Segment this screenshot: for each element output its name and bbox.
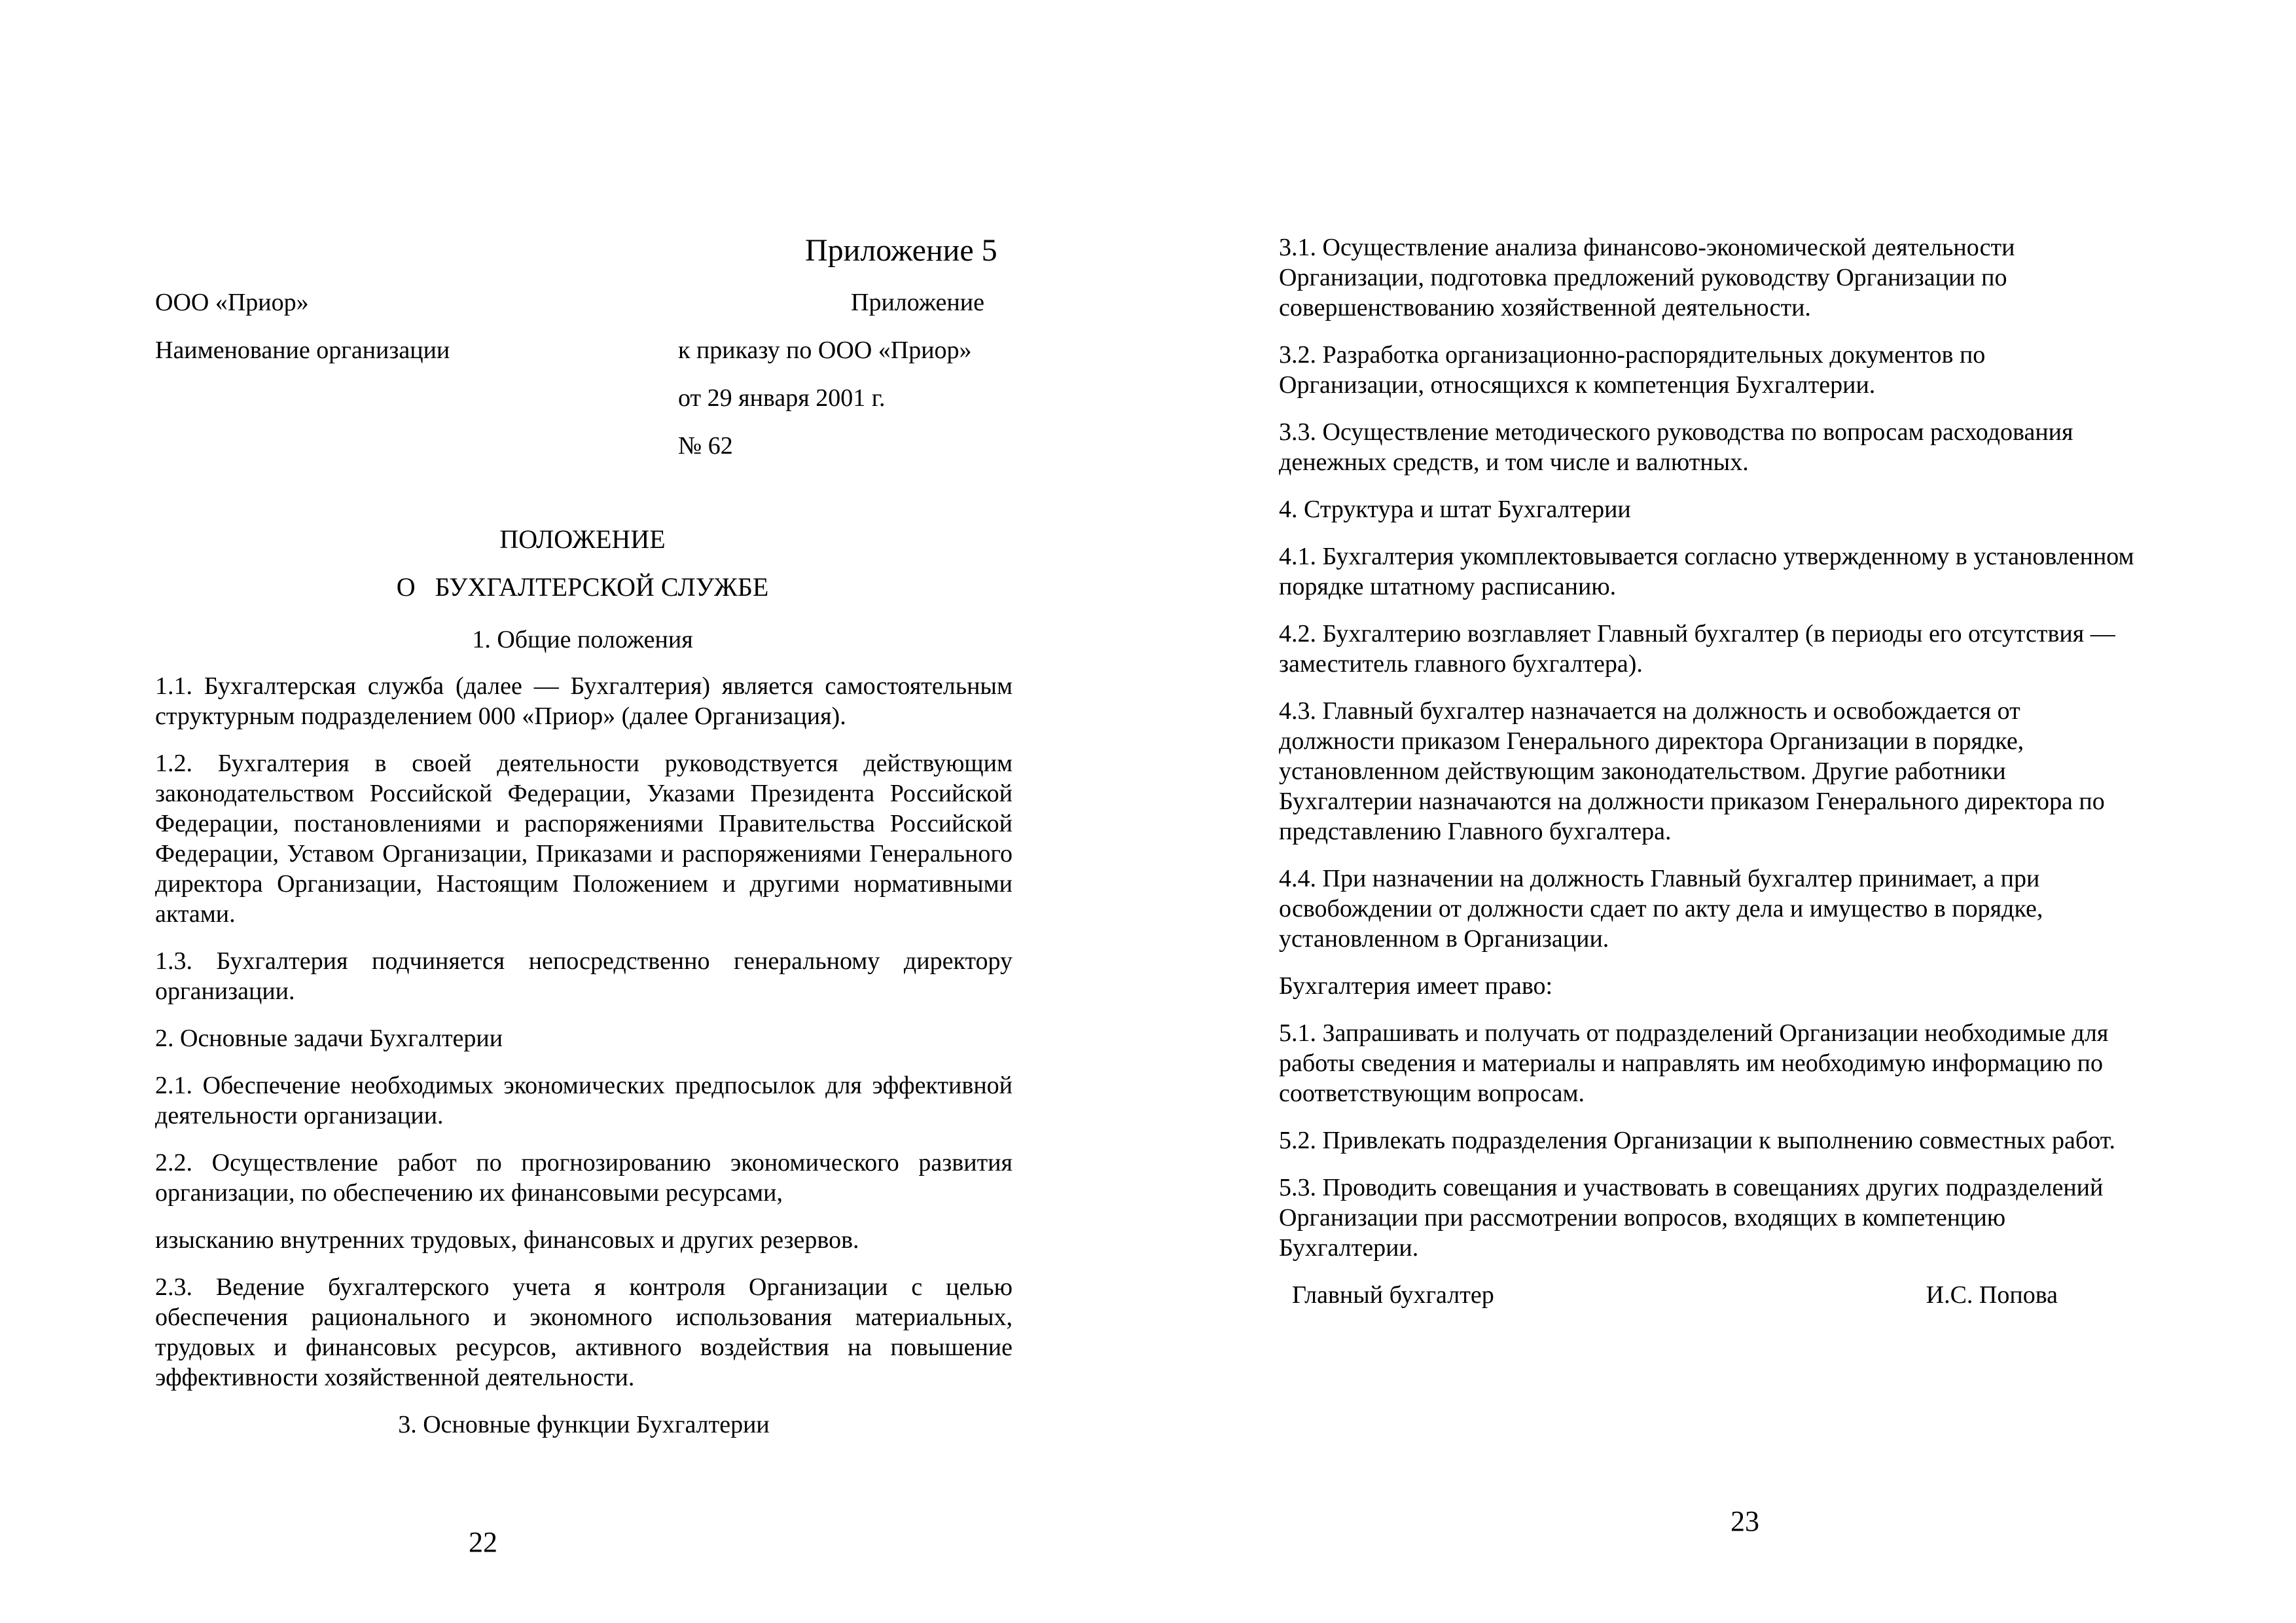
paragraph-1-3: 1.3. Бухгалтерия подчиняется непосредственно генеральному директору организации. <box>155 947 1013 1005</box>
paragraph-3-1: 3.1. Осуществление анализа финансово-экономической деятельности Организации, подготовка предложений руководству Организации по совершенствованию хозяйственной деятельности. <box>1279 234 2015 321</box>
paragraph-5-1: 5.1. Запрашивать и получать от подразделений Организации необходимые для работы сведения и материалы и направлять им необходимую информацию по соответствующим вопросам. <box>1279 1019 2109 1107</box>
document-title: ПОЛОЖЕНИЕ <box>499 524 666 554</box>
paragraph-1-1: 1.1. Бухгалтерская служба (далее — Бухгалтерия) является самостоятельным структурным подразделением 000 «Приор» (далее Организация). <box>155 672 1013 730</box>
section-heading: 4. Структура и штат Бухгалтерии <box>1279 496 1631 523</box>
paragraph-5-3: 5.3. Проводить совещания и участвовать в совещаниях других подразделений Организации при рассмотрении вопросов, входящих в компетенцию Бухгалтерии. <box>1279 1174 2104 1262</box>
annex-number: № 62 <box>678 432 733 460</box>
signature-name: И.С. Попова <box>1926 1281 2058 1309</box>
right-body <box>1279 232 2136 1310</box>
organization-label: Наименование организации <box>155 337 450 364</box>
document-subtitle: О БУХГАЛТЕРСКОЙ СЛУЖБЕ <box>396 572 769 602</box>
paragraph-4-4: 4.4. При назначении на должность Главный бухгалтер принимает, а при освобождении от должности сдает по акту дела и имущество в порядке, установленном в Организации. <box>1279 865 2043 953</box>
paragraph-5-2: 5.2. Привлекать подразделения Организации к выполнению совместных работ. <box>1279 1127 2115 1154</box>
paragraph-2-2: 2.2. Осуществление работ по прогнозированию экономического развития организации, по обеспечению их финансовыми ресурсами, <box>155 1149 1013 1207</box>
paragraph-3-3: 3.3. Осуществление методического руководства по вопросам расходования денежных средств, и том числе и валютных. <box>1279 418 2073 476</box>
page-number: 22 <box>469 1526 497 1558</box>
signature-title: Главный бухгалтер <box>1292 1281 1494 1309</box>
section-heading: 3. Основные функции Бухгалтерии <box>398 1411 770 1438</box>
paragraph-1-2: 1.2. Бухгалтерия в своей деятельности руководствуется действующим законодательством Российской Федерации, Указами Президента Российской Федерации, постановлениями и распоряжениями Правительства Российской Федерации, Уставом Организации, Приказами и распоряжениями Генерального директора Организации, Настоящим Положением и другими нормативными актами. <box>155 750 1013 928</box>
appendix-number: Приложение 5 <box>805 233 997 268</box>
section-heading: 1. Общие положения <box>472 626 693 653</box>
section-heading: 2. Основные задачи Бухгалтерии <box>155 1025 503 1052</box>
paragraph-3-2: 3.2. Разработка организационно-распорядительных документов по Организации, относящихся к компетенция Бухгалтерии. <box>1279 341 1986 399</box>
paragraph-4-2: 4.2. Бухгалтерию возглавляет Главный бухгалтер (в периоды его отсутствия — заместитель главного бухгалтера). <box>1279 620 2115 678</box>
paragraph-2-2-continued: изысканию внутренних трудовых, финансовых и других резервов. <box>155 1226 859 1254</box>
annex-order: к приказу по ООО «Приор» <box>678 337 972 364</box>
page-number: 23 <box>1731 1505 1759 1537</box>
paragraph-4-1: 4.1. Бухгалтерия укомплектовывается согласно утвержденному в установленном порядке штатному расписанию. <box>1279 543 2134 600</box>
left-body <box>155 671 1013 1457</box>
rights-heading: Бухгалтерия имеет право: <box>1279 972 1553 1000</box>
annex-date: от 29 января 2001 г. <box>678 384 886 412</box>
organization-name: ООО «Приор» <box>155 289 309 316</box>
annex-title: Приложение <box>851 289 984 316</box>
paragraph-2-1: 2.1. Обеспечение необходимых экономических предпосылок для эффективной деятельности организации. <box>155 1072 1013 1129</box>
paragraph-4-3: 4.3. Главный бухгалтер назначается на должность и освобождается от должности приказом Генерального директора Организации в порядке, установленном действующим законодательством. Другие работники Бухгалтерии назначаются на должности приказом Генерального директора по представлению Главного бухгалтера. <box>1279 697 2105 845</box>
signature-block <box>1279 1280 2136 1310</box>
right-page <box>1148 0 2296 1623</box>
paragraph-2-3: 2.3. Ведение бухгалтерского учета я контроля Организации с целью обеспечения рационального и экономного использования материальных, трудовых и финансовых ресурсов, активного воздействия на повышение эффективности хозяйственной деятельности. <box>155 1273 1013 1391</box>
